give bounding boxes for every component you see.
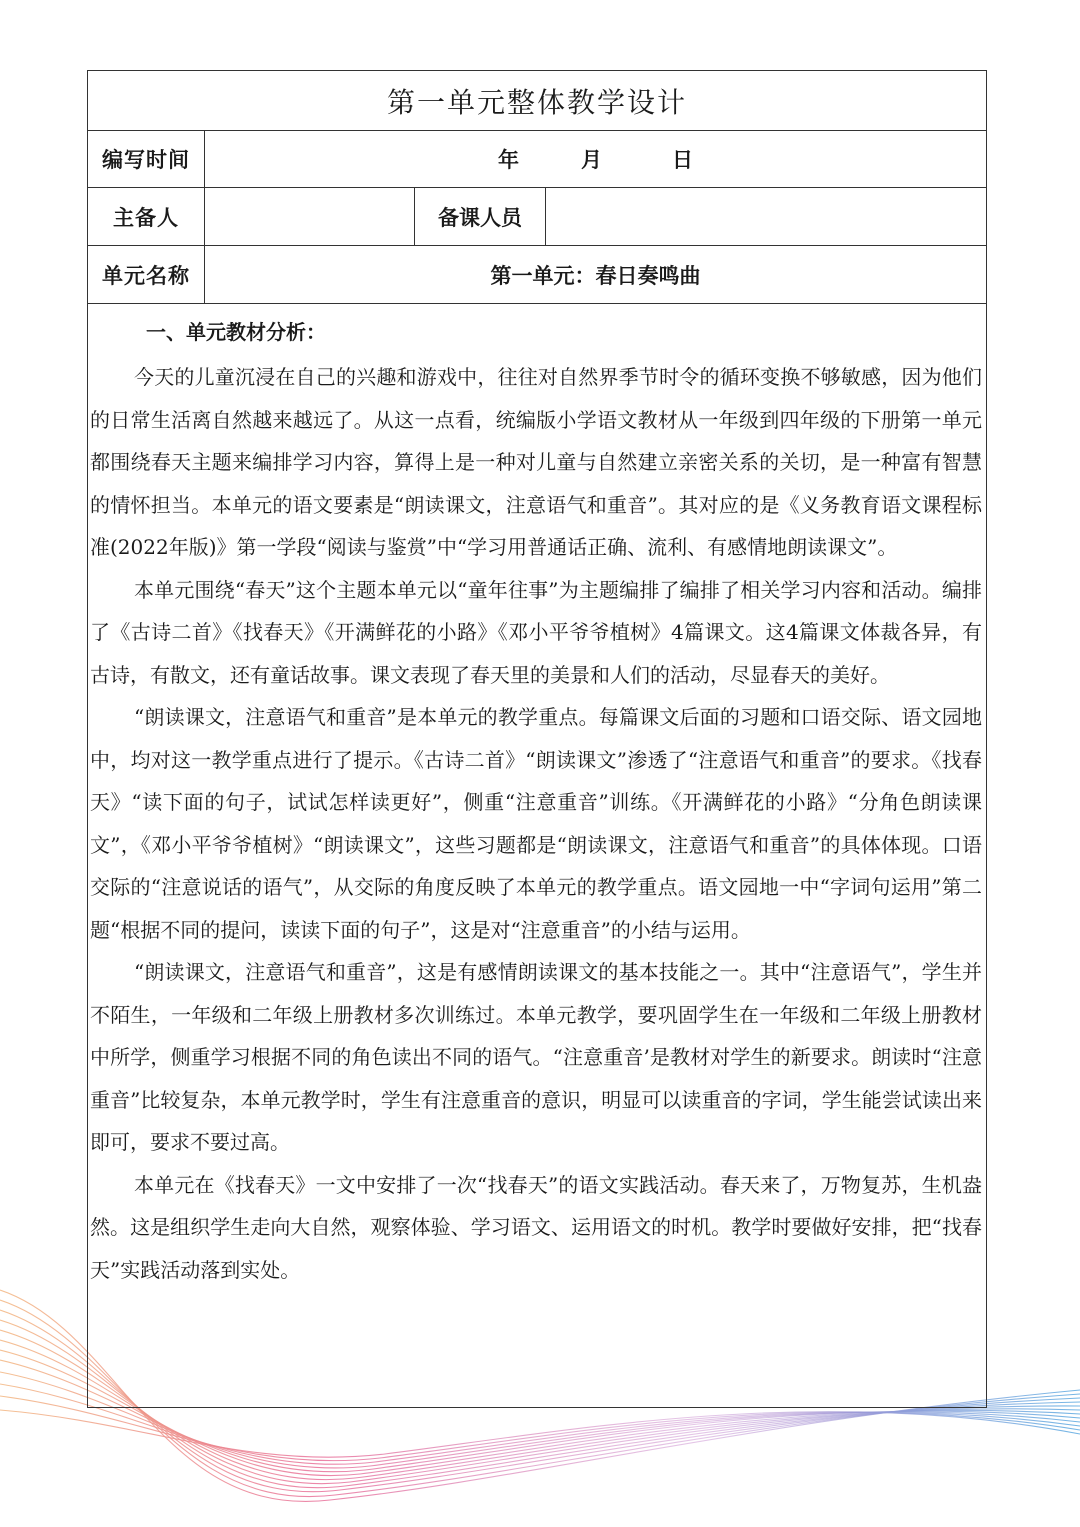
date-day: 日 [672,148,693,172]
paragraph-3: “朗读课文，注意语气和重音”是本单元的教学重点。每篇课文后面的习题和口语交际、语文园地中，均对这一教学重点进行了提示。《古诗二首》“朗读课文”渗透了“注意语气和重音”的要求。《找春天》“读下面的句子，试试怎样读更好”，侧重“注意重音”训练。《开满鲜花的小路》“分角色朗读课文”，《邓小平爷爷植树》“朗读课文”，这些习题都是“朗读课文，注意语气和重音”的具体体现。口语交际的“注意说话的语气”，从交际的角度反映了本单元的教学重点。语文园地一中“字词句运用”第二题“根据不同的提问，读读下面的句子”，这是对“注意重音”的小结与运用。 [90,705,982,942]
unit-name-row [88,246,986,304]
analysis-section [88,304,986,1291]
lead-preparer-label: 主备人 [88,188,205,245]
paragraph-5: 本单元在《找春天》一文中安排了一次“找春天”的语文实践活动。春天来了，万物复苏，生机盎然。这是组织学生走向大自然，观察体验、学习语文、运用语文的时机。教学时要做好安排，把“找春天”实践活动落到实处。 [90,1172,982,1282]
paragraph-4: “朗读课文，注意语气和重音”，这是有感情朗读课文的基本技能之一。其中“注意语气”，学生并不陌生，一年级和二年级上册教材多次训练过。本单元教学，要巩固学生在一年级和二年级上册教材中所学，侧重学习根据不同的角色读出不同的语气。“注意重音’是教材对学生的新要求。朗读时“注意重音”比较复杂，本单元教学时，学生有注意重音的意识，明显可以读重音的字词，学生能尝试读出来即可，要求不要过高。 [90,960,982,1154]
unit-name-label: 单元名称 [88,246,205,303]
paragraph-2: 本单元围绕“春天”这个主题本单元以“童年往事”为主题编排了编排了相关学习内容和活动。编排了《古诗二首》《找春天》《开满鲜花的小路》《邓小平爷爷植树》4篇课文。这4篇课文体裁各异，有古诗，有散文，还有童话故事。课文表现了春天里的美景和人们的活动，尽显春天的美好。 [90,577,982,687]
section-heading: 一、单元教材分析： [146,320,326,344]
date-month: 月 [581,148,602,172]
lesson-plan-form [87,70,987,1408]
unit-name-value: 第一单元：春日奏鸣曲 [490,263,701,288]
paragraph-1: 今天的儿童沉浸在自己的兴趣和游戏中，往往对自然界季节时令的循环变换不够敏感，因为他们的日常生活离自然越来越远了。从这一点看，统编版小学语文教材从一年级到四年级的下册第一单元都围绕春天主题来编排学习内容，算得上是一种对儿童与自然建立亲密关系的关切，是一种富有智慧的情怀担当。本单元的语文要素是“朗读课文，注意语气和重音”。其对应的是《义务教育语文课程标准(2022年版)》第一学段“阅读与鉴赏”中“学习用普通话正确、流利、有感情地朗读课文”。 [90,365,982,559]
staff-label: 备课人员 [415,188,546,245]
writing-time-value [205,131,986,187]
preparer-row [88,188,986,246]
lead-preparer-value [205,188,415,245]
writing-time-label: 编写时间 [88,131,205,187]
date-year: 年 [498,148,519,172]
title-row [88,71,986,131]
writing-time-row [88,131,986,188]
page-title: 第一单元整体教学设计 [386,85,687,119]
staff-value [546,188,986,245]
